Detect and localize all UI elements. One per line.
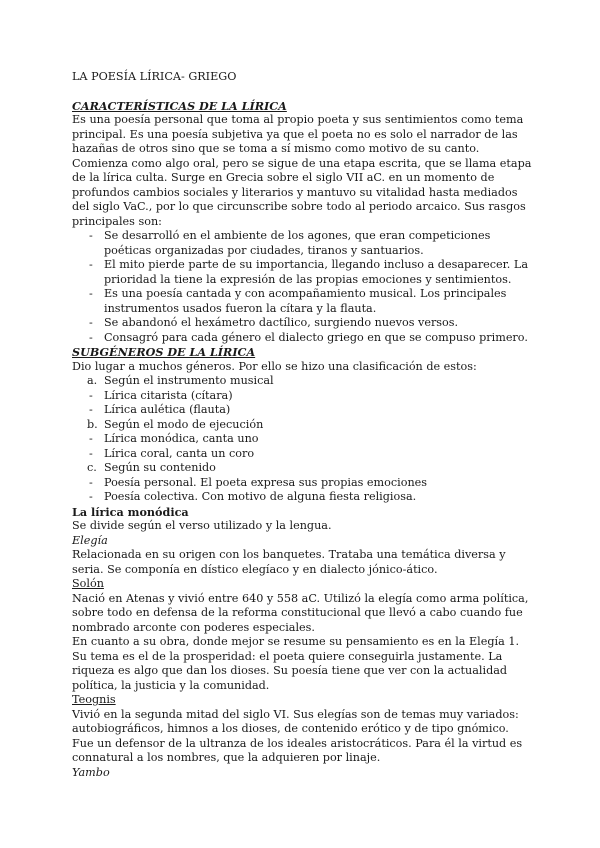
paragraph-teognis: Vivió en la segunda mitad del siglo VI. Sus elegías son de temas muy variados: autobiográficos, himnos a los dioses, de contenido erótico y de tipo gnómico. Fue un defensor de la ultranza de los ideales aristocráticos. Para él la virtud es connatural a los nombres, que la adquieren por linaje. xyxy=(72,707,523,764)
list-item: - Poesía colectiva. Con motivo de alguna fiesta religiosa. xyxy=(72,490,532,505)
list-marker: c. xyxy=(87,461,97,474)
paragraph-elegia: Relacionada en su origen con los banquetes. Trataba una temática diversa y seria. Se componía en dístico elegíaco y en dialecto jónico-ático. xyxy=(72,548,506,576)
document-page xyxy=(72,70,532,780)
subgeneros-list-b xyxy=(72,432,532,461)
heading-subgeneros: SUBGÉNEROS DE LA LÍRICA xyxy=(72,345,256,359)
list-item: - El mito pierde parte de su importancia, llegando incluso a desaparecer. La prioridad la tiene la expresión de las propias emociones y sentimientos. xyxy=(72,258,532,287)
list-item: - Lírica citarista (cítara) xyxy=(72,389,532,404)
list-item-label: Según su contenido xyxy=(104,461,216,474)
subgeneros-list-a xyxy=(72,389,532,418)
list-item: - Se abandonó el hexámetro dactílico, surgiendo nuevos versos. xyxy=(72,316,532,331)
heading-solon: Solón xyxy=(72,577,104,590)
list-item-alpha xyxy=(72,418,532,433)
list-marker: b. xyxy=(87,417,98,431)
heading-elegia: Elegía xyxy=(72,533,108,547)
document-title: LA POESÍA LÍRICA- GRIEGO xyxy=(72,70,237,83)
heading-teognis: Teognis xyxy=(72,693,116,706)
subgeneros-list-c xyxy=(72,476,532,505)
paragraph-caracteristicas-2: Comienza como algo oral, pero se sigue de una etapa escrita, que se llama etapa de la lírica culta. Surge en Grecia sobre el siglo VII aC. en un momento de profundos cambios sociales y literarios y mantuvo su vitalidad hasta mediados del siglo VaC., por lo que circunscribe sobre todo al periodo arcaico. Sus rasgos principales son: xyxy=(72,156,532,228)
list-item: - Poesía personal. El poeta expresa sus propias emociones xyxy=(72,476,532,491)
list-item-alpha xyxy=(72,461,532,476)
paragraph-solon-2: En cuanto a su obra, donde mejor se resume su pensamiento es en la Elegía 1. Su tema es el de la prosperidad: el poeta quiere conseguirla justamente. La riqueza es algo que dan los dioses. Su poesía tiene que ver con la actualidad política, la justicia y la comunidad. xyxy=(72,635,520,692)
heading-yambo: Yambo xyxy=(72,765,110,779)
list-item-label: Según el instrumento musical xyxy=(104,374,274,387)
caracteristicas-list xyxy=(72,229,532,345)
list-item: - Se desarrolló en el ambiente de los agones, que eran competiciones poéticas organizadas por ciudades, tiranos y santuarios. xyxy=(72,229,532,258)
paragraph-subgeneros-intro: Dio lugar a muchos géneros. Por ello se hizo una clasificación de estos: xyxy=(72,359,477,373)
list-item: - Es una poesía cantada y con acompañamiento musical. Los principales instrumentos usados fueron la cítara y la flauta. xyxy=(72,287,532,316)
list-item: - Lírica aulética (flauta) xyxy=(72,403,532,418)
paragraph-monodica-intro: Se divide según el verso utilizado y la lengua. xyxy=(72,519,332,532)
list-item-alpha xyxy=(72,374,532,389)
paragraph-caracteristicas-1: Es una poesía personal que toma al propio poeta y sus sentimientos como tema principal. Es una poesía subjetiva ya que el poeta no es solo el narrador de las hazañas de otros sino que se toma a sí mismo como motivo de su canto. xyxy=(72,113,524,155)
paragraph-solon-1: Nació en Atenas y vivió entre 640 y 558 aC. Utilizó la elegía como arma política, sobre todo en defensa de la reforma constitucional que llevó a cabo cuando fue nombrado arconte con poderes especiales. xyxy=(72,591,529,634)
heading-monodica: La lírica monódica xyxy=(72,504,189,519)
list-item: - Lírica monódica, canta uno xyxy=(72,432,532,447)
list-item: - Consagró para cada género el dialecto griego en que se compuso primero. xyxy=(72,331,532,346)
list-item-label: Según el modo de ejecución xyxy=(104,417,264,431)
list-marker: a. xyxy=(87,374,98,387)
heading-caracteristicas: CARACTERÍSTICAS DE LA LÍRICA xyxy=(72,98,287,113)
list-item: - Lírica coral, canta un coro xyxy=(72,447,532,462)
